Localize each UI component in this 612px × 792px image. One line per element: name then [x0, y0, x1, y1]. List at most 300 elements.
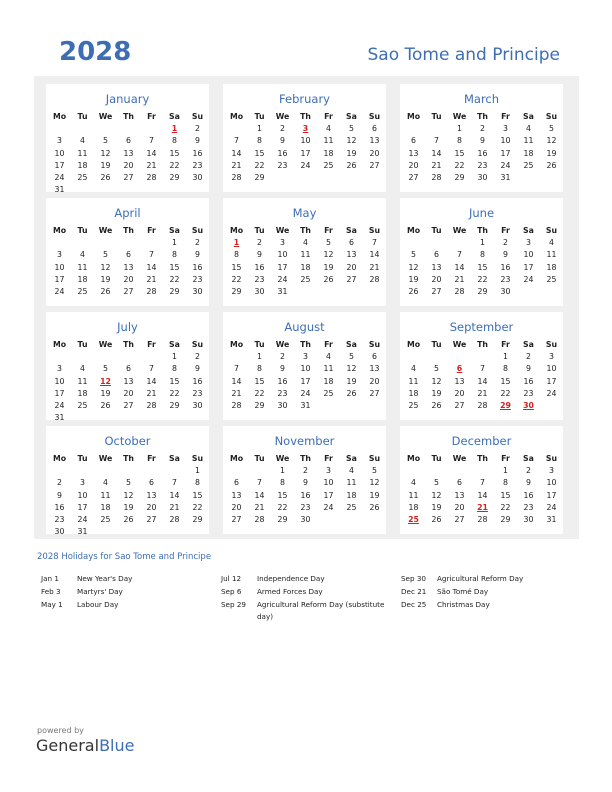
month-november	[223, 426, 386, 534]
day-cell: 18	[546, 262, 557, 272]
day-cell: 5	[349, 352, 354, 362]
weekday-header: Su	[191, 340, 204, 349]
weekday-header: Mo	[406, 112, 421, 121]
day-cell: 12	[369, 478, 380, 488]
day-cell: 14	[431, 148, 442, 158]
day-cell: 18	[323, 376, 334, 386]
day-cell: 6	[372, 352, 377, 362]
weekday-header: Th	[477, 454, 488, 463]
day-cell: 30	[192, 286, 203, 296]
day-cell: 1	[280, 466, 285, 476]
day-cell: 29	[192, 514, 203, 524]
month-december	[400, 426, 563, 534]
day-cell: 5	[434, 478, 439, 488]
day-cell: 31	[546, 514, 557, 524]
day-cell: 24	[300, 160, 311, 170]
day-cell: 10	[546, 478, 557, 488]
day-cell: 5	[103, 250, 108, 260]
day-cell: 23	[477, 160, 488, 170]
weekday-header: We	[275, 226, 290, 235]
weekday-header: Fr	[324, 454, 333, 463]
day-cell: 15	[454, 148, 465, 158]
day-cell: 28	[146, 286, 157, 296]
day-cell: 22	[500, 502, 511, 512]
day-cell: 29	[169, 286, 180, 296]
day-cell: 5	[549, 124, 554, 134]
day-cell: 28	[369, 274, 380, 284]
weekday-header: Th	[123, 340, 134, 349]
day-cell: 21	[477, 388, 488, 398]
day-cell: 31	[300, 400, 311, 410]
day-cell: 24	[523, 274, 534, 284]
brand-general: General	[36, 736, 100, 755]
day-cell: 15	[192, 490, 203, 500]
day-cell: 28	[169, 514, 180, 524]
day-cell: 3	[280, 238, 285, 248]
weekday-header: Th	[300, 454, 311, 463]
day-cell: 26	[546, 160, 557, 170]
day-cell: 10	[277, 250, 288, 260]
weekday-header: Mo	[406, 340, 421, 349]
holiday-name: Agricultural Reform Day	[437, 574, 524, 583]
day-cell: 21	[454, 274, 465, 284]
day-cell: 17	[54, 274, 65, 284]
weekday-header: Fr	[324, 112, 333, 121]
weekday-header: Sa	[523, 226, 534, 235]
day-cell: 15	[231, 262, 242, 272]
day-cell: 8	[172, 250, 177, 260]
day-cell: 13	[123, 376, 134, 386]
day-cell: 13	[369, 364, 380, 374]
day-cell: 11	[408, 490, 419, 500]
holiday-name: Christmas Day	[437, 600, 490, 609]
empty-cell	[94, 351, 117, 363]
empty-cell	[471, 465, 494, 477]
day-cell: 14	[231, 148, 242, 158]
day-cell: 7	[434, 136, 439, 146]
day-cell: 22	[169, 160, 180, 170]
holiday-name: Agricultural Reform Day (substitute day)	[257, 600, 385, 621]
day-cell: 10	[500, 136, 511, 146]
weekday-header: Mo	[229, 340, 244, 349]
day-cell: 4	[80, 250, 85, 260]
holiday-date: Jan 1	[41, 574, 59, 583]
day-cell: 20	[146, 502, 157, 512]
day-cell: 28	[477, 400, 488, 410]
empty-cell	[471, 351, 494, 363]
month-october	[46, 426, 209, 537]
day-cell: 21	[146, 160, 157, 170]
weekday-header: Mo	[52, 226, 67, 235]
day-cell: 20	[346, 262, 357, 272]
day-cell: 27	[369, 160, 380, 170]
day-cell: 4	[103, 478, 108, 488]
day-cell: 13	[454, 490, 465, 500]
powered-by: powered by	[37, 726, 84, 735]
weekday-header: Tu	[77, 226, 88, 235]
day-cell: 18	[300, 262, 311, 272]
weekday-header: Tu	[77, 454, 88, 463]
day-cell: 13	[123, 262, 134, 272]
day-cell: 8	[480, 250, 485, 260]
holiday-day-cell: 1	[233, 238, 240, 248]
holidays-title: 2028 Holidays for Sao Tome and Principe	[37, 552, 212, 562]
weekday-header: Tu	[77, 340, 88, 349]
day-cell: 11	[77, 376, 88, 386]
holiday-name: New Year's Day	[77, 574, 133, 583]
weekday-header: Mo	[406, 454, 421, 463]
day-cell: 4	[80, 364, 85, 374]
holiday-name: Independence Day	[257, 574, 325, 583]
weekday-header: Th	[123, 454, 134, 463]
holiday-day-cell: 1	[171, 124, 178, 134]
day-cell: 21	[431, 160, 442, 170]
day-cell: 28	[146, 400, 157, 410]
holiday-day-cell: 30	[523, 400, 534, 410]
day-cell: 11	[346, 478, 357, 488]
day-cell: 11	[408, 376, 419, 386]
weekday-header: Tu	[254, 340, 265, 349]
empty-cell	[402, 123, 425, 135]
holiday-day-cell: 21	[477, 502, 488, 512]
day-cell: 7	[172, 478, 177, 488]
day-cell: 21	[146, 388, 157, 398]
day-cell: 20	[369, 148, 380, 158]
empty-cell	[117, 237, 140, 249]
weekday-header: Th	[300, 112, 311, 121]
day-cell: 18	[323, 148, 334, 158]
day-cell: 3	[80, 478, 85, 488]
day-cell: 17	[300, 376, 311, 386]
brand-blue: Blue	[99, 736, 135, 755]
holiday-name: Martyrs' Day	[77, 587, 123, 596]
day-cell: 30	[300, 514, 311, 524]
month-name: May	[292, 206, 317, 220]
day-cell: 6	[411, 136, 416, 146]
day-cell: 22	[231, 274, 242, 284]
day-cell: 14	[477, 490, 488, 500]
weekday-header: Su	[545, 226, 558, 235]
day-cell: 21	[231, 388, 242, 398]
holiday-item	[401, 599, 571, 611]
day-cell: 2	[526, 352, 531, 362]
day-cell: 16	[277, 148, 288, 158]
weekday-header: Mo	[52, 340, 67, 349]
day-cell: 19	[346, 148, 357, 158]
day-cell: 17	[277, 262, 288, 272]
day-cell: 4	[549, 238, 554, 248]
day-cell: 9	[280, 136, 285, 146]
day-cell: 13	[408, 148, 419, 158]
day-cell: 25	[77, 286, 88, 296]
empty-cell	[402, 465, 425, 477]
month-name: October	[104, 434, 151, 448]
month-name: June	[468, 206, 495, 220]
day-cell: 16	[500, 262, 511, 272]
holiday-date: Dec 21	[401, 587, 427, 596]
empty-cell	[402, 237, 425, 249]
day-cell: 10	[523, 250, 534, 260]
empty-cell	[225, 351, 248, 363]
day-cell: 7	[149, 364, 154, 374]
day-cell: 9	[195, 136, 200, 146]
day-cell: 12	[431, 376, 442, 386]
day-cell: 30	[477, 172, 488, 182]
day-cell: 17	[300, 148, 311, 158]
day-cell: 31	[500, 172, 511, 182]
day-cell: 28	[254, 514, 265, 524]
day-cell: 4	[80, 136, 85, 146]
day-cell: 11	[77, 148, 88, 158]
day-cell: 5	[372, 466, 377, 476]
day-cell: 12	[100, 262, 111, 272]
day-cell: 7	[480, 478, 485, 488]
day-cell: 30	[500, 286, 511, 296]
weekday-header: Th	[477, 226, 488, 235]
holiday-date: Sep 29	[221, 600, 246, 609]
weekday-header: Fr	[324, 340, 333, 349]
day-cell: 18	[77, 160, 88, 170]
day-cell: 24	[77, 514, 88, 524]
day-cell: 8	[457, 136, 462, 146]
day-cell: 11	[546, 250, 557, 260]
day-cell: 1	[480, 238, 485, 248]
weekday-header: We	[98, 454, 113, 463]
day-cell: 28	[454, 286, 465, 296]
day-cell: 18	[77, 388, 88, 398]
weekday-header: We	[452, 226, 467, 235]
day-cell: 2	[195, 124, 200, 134]
month-name: December	[451, 434, 512, 448]
empty-cell	[48, 465, 71, 477]
day-cell: 3	[549, 466, 554, 476]
day-cell: 8	[503, 364, 508, 374]
day-cell: 3	[549, 352, 554, 362]
day-cell: 20	[123, 160, 134, 170]
month-name: January	[105, 92, 150, 106]
weekday-header: Sa	[169, 226, 180, 235]
empty-cell	[117, 123, 140, 135]
day-cell: 16	[192, 262, 203, 272]
empty-cell	[425, 237, 448, 249]
weekday-header: Th	[477, 340, 488, 349]
day-cell: 19	[369, 490, 380, 500]
day-cell: 15	[477, 262, 488, 272]
holiday-item	[41, 599, 211, 611]
empty-cell	[425, 351, 448, 363]
day-cell: 17	[546, 376, 557, 386]
day-cell: 12	[123, 490, 134, 500]
day-cell: 14	[146, 148, 157, 158]
day-cell: 27	[146, 514, 157, 524]
day-cell: 1	[503, 352, 508, 362]
weekday-header: Su	[368, 340, 381, 349]
day-cell: 13	[123, 148, 134, 158]
day-cell: 21	[254, 502, 265, 512]
day-cell: 18	[346, 490, 357, 500]
day-cell: 11	[300, 250, 311, 260]
month-name: August	[284, 320, 325, 334]
holiday-item	[221, 586, 391, 598]
holiday-day-cell: 6	[456, 364, 463, 374]
month-march	[400, 84, 563, 192]
day-cell: 30	[192, 400, 203, 410]
day-cell: 19	[546, 148, 557, 158]
empty-cell	[448, 351, 471, 363]
day-cell: 18	[408, 388, 419, 398]
empty-cell	[117, 351, 140, 363]
day-cell: 19	[431, 388, 442, 398]
day-cell: 28	[431, 172, 442, 182]
day-cell: 22	[254, 160, 265, 170]
day-cell: 29	[169, 400, 180, 410]
day-cell: 22	[254, 388, 265, 398]
month-february	[223, 84, 386, 192]
day-cell: 2	[303, 466, 308, 476]
empty-cell	[140, 351, 163, 363]
day-cell: 6	[126, 250, 131, 260]
day-cell: 1	[257, 352, 262, 362]
day-cell: 16	[300, 490, 311, 500]
holiday-item	[221, 573, 391, 585]
day-cell: 7	[149, 136, 154, 146]
holiday-date: Sep 6	[221, 587, 242, 596]
day-cell: 26	[100, 400, 111, 410]
day-cell: 30	[523, 514, 534, 524]
month-may	[223, 198, 386, 306]
holiday-item	[401, 573, 571, 585]
weekday-header: Su	[545, 112, 558, 121]
weekday-header: Th	[300, 340, 311, 349]
weekday-header: Tu	[254, 112, 265, 121]
day-cell: 20	[431, 274, 442, 284]
day-cell: 12	[408, 262, 419, 272]
day-cell: 23	[54, 514, 65, 524]
day-cell: 17	[500, 148, 511, 158]
weekday-header: Su	[368, 112, 381, 121]
weekday-header: Fr	[501, 454, 510, 463]
day-cell: 18	[77, 274, 88, 284]
month-june	[400, 198, 563, 306]
month-name: November	[274, 434, 335, 448]
day-cell: 26	[431, 514, 442, 524]
day-cell: 10	[300, 136, 311, 146]
day-cell: 26	[346, 388, 357, 398]
day-cell: 31	[277, 286, 288, 296]
empty-cell	[71, 351, 94, 363]
day-cell: 5	[434, 364, 439, 374]
weekday-header: Su	[368, 226, 381, 235]
month-september	[400, 312, 563, 420]
weekday-header: We	[98, 112, 113, 121]
day-cell: 7	[234, 136, 239, 146]
day-cell: 11	[323, 136, 334, 146]
year-title: 2028	[59, 37, 132, 67]
day-cell: 24	[300, 388, 311, 398]
day-cell: 16	[277, 376, 288, 386]
day-cell: 20	[369, 376, 380, 386]
day-cell: 9	[503, 250, 508, 260]
day-cell: 19	[323, 262, 334, 272]
day-cell: 20	[408, 160, 419, 170]
day-cell: 2	[195, 352, 200, 362]
day-cell: 15	[500, 376, 511, 386]
day-cell: 3	[503, 124, 508, 134]
weekday-header: Tu	[77, 112, 88, 121]
brand-logo[interactable]	[36, 736, 134, 755]
day-cell: 22	[192, 502, 203, 512]
day-cell: 19	[100, 274, 111, 284]
holiday-date: Sep 30	[401, 574, 426, 583]
day-cell: 14	[477, 376, 488, 386]
day-cell: 21	[169, 502, 180, 512]
day-cell: 27	[431, 286, 442, 296]
holiday-name: Armed Forces Day	[257, 587, 323, 596]
day-cell: 26	[100, 286, 111, 296]
day-cell: 8	[503, 478, 508, 488]
month-august	[223, 312, 386, 420]
holiday-item	[401, 586, 571, 598]
day-cell: 25	[77, 400, 88, 410]
empty-cell	[117, 465, 140, 477]
day-cell: 8	[195, 478, 200, 488]
day-cell: 1	[172, 352, 177, 362]
empty-cell	[163, 465, 186, 477]
day-cell: 24	[323, 502, 334, 512]
day-cell: 28	[231, 400, 242, 410]
day-cell: 11	[523, 136, 534, 146]
day-cell: 22	[169, 388, 180, 398]
weekday-header: We	[275, 112, 290, 121]
weekday-header: Mo	[229, 112, 244, 121]
holiday-name: São Tomé Day	[437, 587, 489, 596]
weekday-header: Sa	[523, 112, 534, 121]
day-cell: 3	[526, 238, 531, 248]
day-cell: 1	[195, 466, 200, 476]
weekday-header: Su	[368, 454, 381, 463]
day-cell: 29	[454, 172, 465, 182]
weekday-header: Th	[477, 112, 488, 121]
day-cell: 23	[500, 274, 511, 284]
day-cell: 5	[126, 478, 131, 488]
day-cell: 12	[546, 136, 557, 146]
day-cell: 14	[146, 376, 157, 386]
day-cell: 8	[280, 478, 285, 488]
day-cell: 25	[523, 160, 534, 170]
day-cell: 24	[54, 400, 65, 410]
holiday-date: Jul 12	[221, 574, 242, 583]
day-cell: 14	[169, 490, 180, 500]
day-cell: 19	[100, 388, 111, 398]
day-cell: 18	[523, 148, 534, 158]
day-cell: 29	[169, 172, 180, 182]
day-cell: 29	[254, 400, 265, 410]
day-cell: 2	[57, 478, 62, 488]
holiday-item	[41, 573, 211, 585]
day-cell: 3	[57, 364, 62, 374]
day-cell: 24	[54, 172, 65, 182]
day-cell: 14	[454, 262, 465, 272]
day-cell: 30	[277, 400, 288, 410]
day-cell: 17	[323, 490, 334, 500]
empty-cell	[225, 123, 248, 135]
day-cell: 16	[254, 262, 265, 272]
month-name: September	[449, 320, 514, 334]
weekday-header: Th	[123, 112, 134, 121]
day-cell: 12	[100, 148, 111, 158]
holiday-item	[221, 599, 391, 622]
empty-cell	[225, 465, 248, 477]
